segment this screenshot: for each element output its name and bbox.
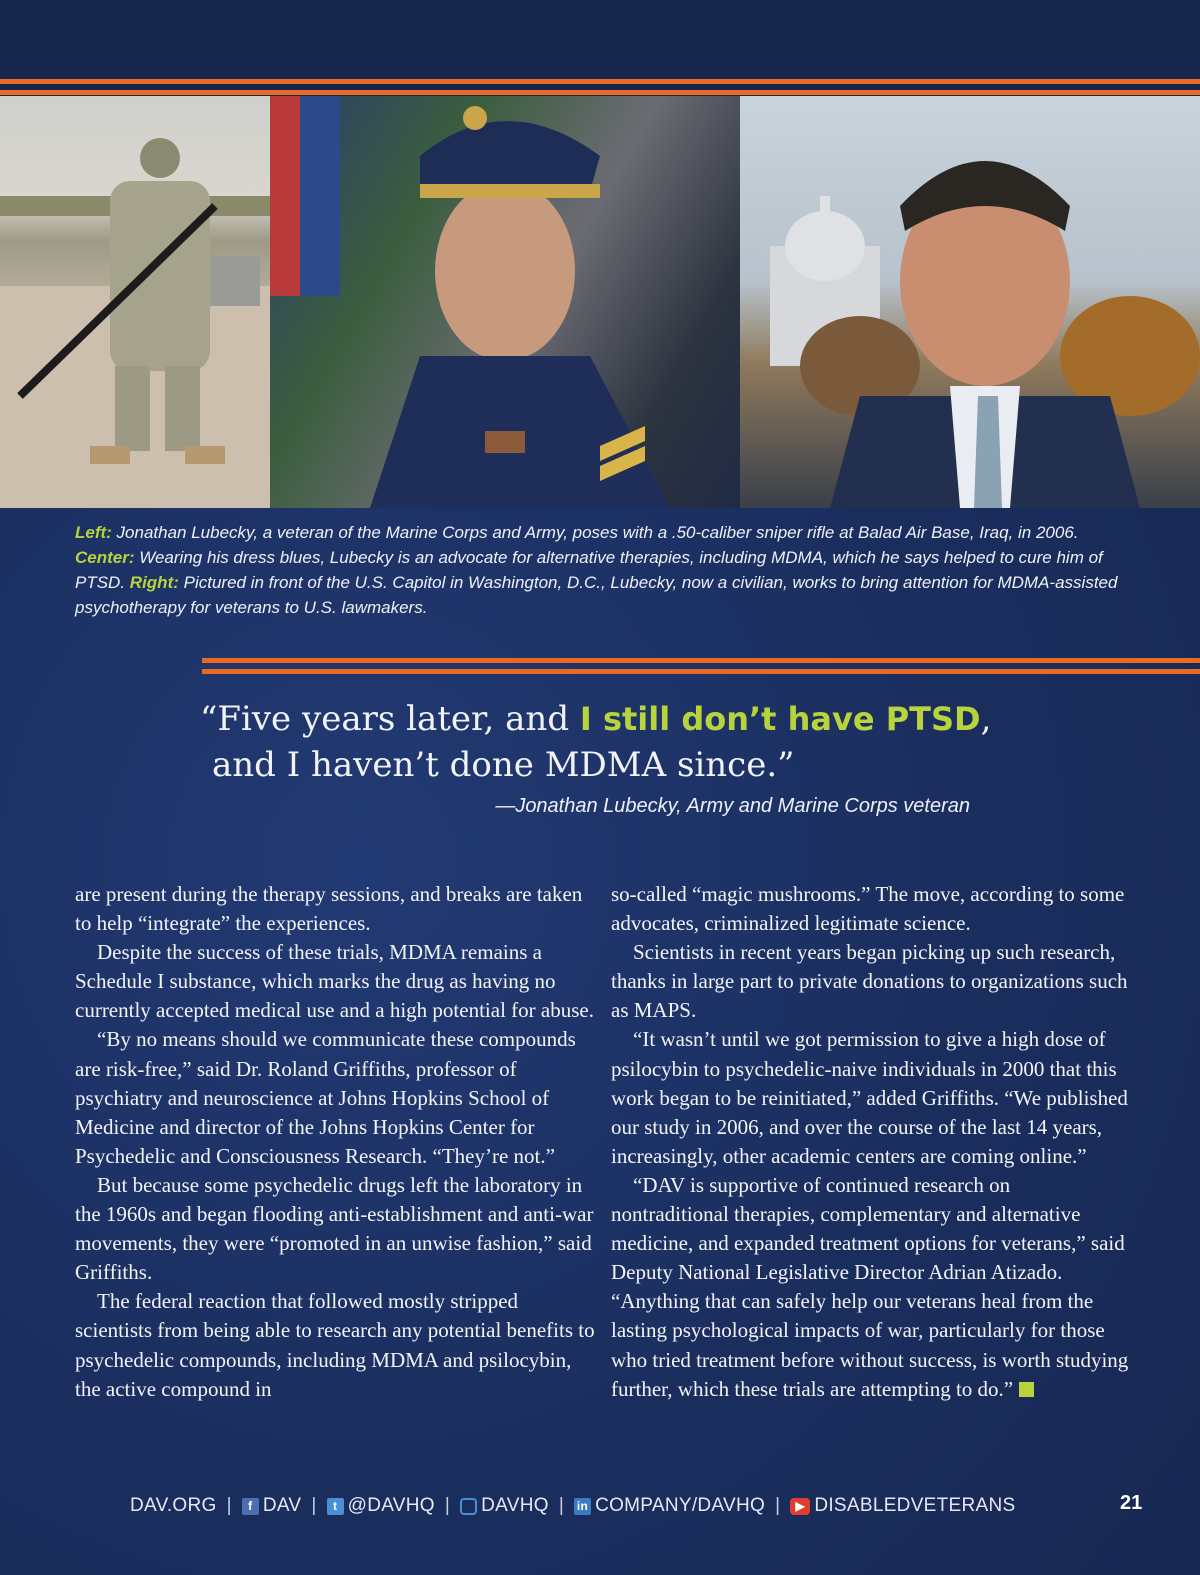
footer-instagram-link[interactable]	[460, 1495, 549, 1517]
top-stripe-upper	[0, 79, 1200, 84]
pull-quote	[200, 696, 1100, 788]
footer-separator: |	[775, 1495, 781, 1516]
photo-center-dress-blues	[270, 96, 740, 508]
quote-stripe-upper	[202, 658, 1200, 663]
top-stripe-lower	[0, 90, 1200, 95]
body-right-paragraph: “DAV is supportive of continued research on nontraditional therapies, complementary and alternative medicine, and expanded treatment options for veterans,” said Deputy National Legislative Director Adrian Atizado. “Anything that can safely help our veterans heal from the lasting psychological impacts of war, particularly for those who tried treatment before without success, is worth studying further, which these trials are attempting to do.”	[611, 1172, 1129, 1401]
body-right-paragraph: Scientists in recent years began picking up such research, thanks in large part to private donations to organizations such as MAPS.	[611, 940, 1128, 1023]
footer-youtube-link[interactable]	[790, 1495, 1015, 1517]
footer-facebook-link[interactable]	[242, 1495, 302, 1517]
footer-twitter-link[interactable]	[327, 1495, 435, 1517]
twitter-icon: t	[327, 1498, 344, 1515]
body-left-paragraph: Despite the success of these trials, MDMA remains a Schedule I substance, which marks the drug as having no currently accepted medical use and a high potential for abuse.	[75, 940, 594, 1023]
photo-right-capitol	[740, 96, 1200, 508]
footer-separator: |	[311, 1495, 317, 1516]
photo-left-soldier-iraq	[0, 96, 270, 508]
caption-left-label: Left:	[75, 523, 112, 542]
youtube-icon: ▶	[790, 1498, 810, 1515]
end-of-story-mark	[1019, 1382, 1034, 1397]
caption-right-text: Pictured in front of the U.S. Capitol in Washington, D.C., Lubecky, now a civilian, works to bring attention for MDMA-assisted psychotherapy for veterans to U.S. lawmakers.	[75, 573, 1118, 617]
quote-stripe-lower	[202, 669, 1200, 674]
footer-social-bar	[130, 1492, 1050, 1520]
footer-separator: |	[444, 1495, 451, 1516]
body-column-left	[75, 880, 600, 1404]
facebook-icon: f	[242, 1498, 259, 1515]
footer-separator: |	[558, 1495, 565, 1516]
pull-quote-emphasis: I still don’t have PTSD	[579, 700, 981, 738]
linkedin-icon: in	[574, 1498, 591, 1515]
photo-strip	[0, 96, 1200, 508]
footer-separator: |	[226, 1495, 232, 1516]
instagram-icon	[460, 1498, 477, 1515]
caption-center-text: Wearing his dress blues, Lubecky is an advocate for alternative therapies, including MDMA, which he says helped to cure him of PTSD.	[75, 548, 1103, 592]
photo-caption	[75, 520, 1135, 620]
footer-facebook-label: DAV	[262, 1495, 302, 1516]
body-left-paragraph: are present during the therapy sessions, and breaks are taken to help “integrate” the experiences.	[75, 882, 583, 936]
pull-quote-attribution: —Jonathan Lubecky, Army and Marine Corps veteran	[495, 795, 970, 817]
footer-linkedin-label: COMPANY/DAVHQ	[595, 1495, 766, 1516]
footer-linkedin-link[interactable]	[574, 1495, 765, 1517]
body-column-right	[611, 880, 1131, 1404]
body-left-paragraph: “By no means should we communicate these compounds are risk-free,” said Dr. Roland Griffiths, professor of psychiatry and neuroscience at Johns Hopkins School of Medicine and director of the Johns Hopkins Center for Psychedelic and Consciousness Research. “They’re not.”	[75, 1027, 576, 1168]
body-right-paragraph: “It wasn’t until we got permission to give a high dose of psilocybin to psychedelic-naive individuals in 2000 that this work began to be reinitiated,” added Griffiths. “We published our study in 2006, and over the course of the last 14 years, increasingly, other academic centers are coming online.”	[611, 1027, 1128, 1168]
footer-youtube-label: DISABLEDVETERANS	[814, 1495, 1016, 1516]
body-left-paragraph: But because some psychedelic drugs left the laboratory in the 1960s and began flooding anti-establishment and anti-war movements, they were “promoted in an unwise fashion,” said Griffiths.	[75, 1172, 594, 1285]
footer-instagram-label: DAVHQ	[481, 1495, 549, 1516]
pull-quote-part2: ,	[980, 699, 992, 739]
caption-right-label: Right:	[129, 573, 179, 592]
caption-center-label: Center:	[75, 548, 135, 567]
footer-site-link[interactable]: DAV.ORG	[130, 1495, 217, 1516]
page-number: 21	[1120, 1492, 1143, 1514]
caption-left-text: Jonathan Lubecky, a veteran of the Marine Corps and Army, poses with a .50-caliber sniper rifle at Balad Air Base, Iraq, in 2006.	[111, 523, 1079, 542]
body-left-paragraph: The federal reaction that followed mostly stripped scientists from being able to research any potential benefits to psychedelic compounds, including MDMA and psilocybin, the active compound in	[75, 1289, 595, 1401]
pull-quote-line2: and I haven’t done MDMA since.”	[212, 745, 795, 785]
body-right-paragraph: so-called “magic mushrooms.” The move, according to some advocates, criminalized legitimate science.	[611, 882, 1125, 936]
footer-twitter-label: @DAVHQ	[347, 1495, 435, 1516]
pull-quote-part1: “Five years later, and	[200, 699, 580, 739]
